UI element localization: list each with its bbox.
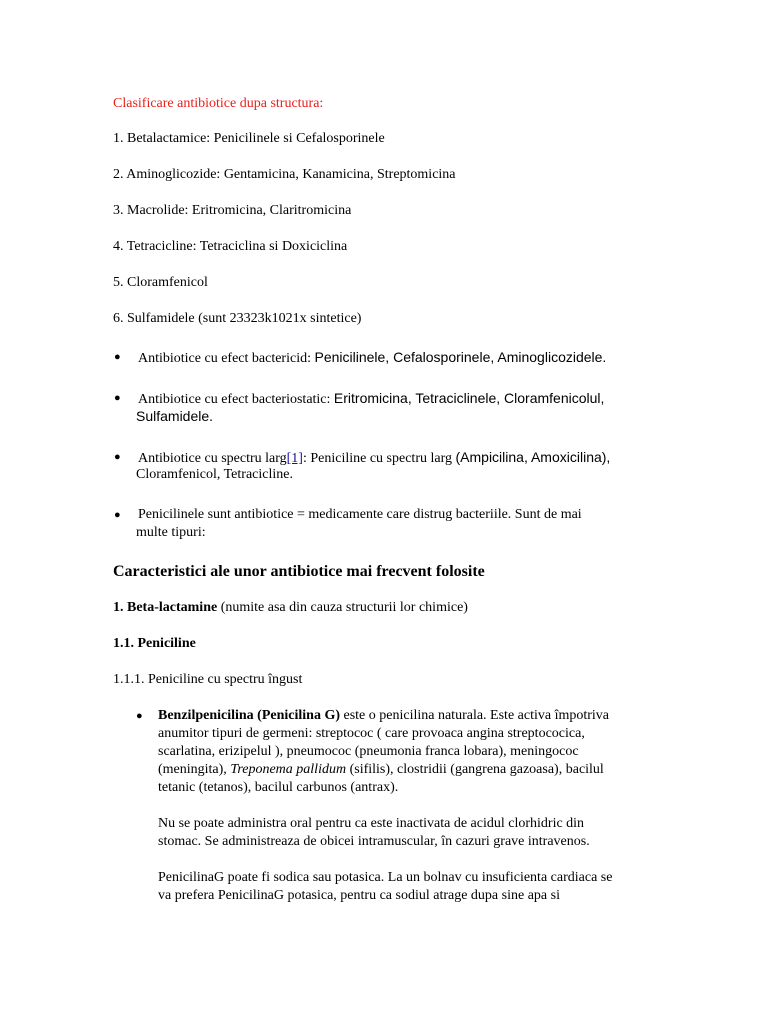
subsection-beta-lactamine-desc: (numite asa din cauza structurii lor chimice) xyxy=(217,600,468,615)
bullet-icon xyxy=(136,707,143,725)
benzil-line-4-pre: (meningita), xyxy=(158,762,231,777)
subsection-peniciline: 1.1. Peniciline xyxy=(113,636,196,651)
list-item-3: 3. Macrolide: Eritromicina, Claritromicina xyxy=(113,203,352,218)
bullet-penicilinele-cont: multe tipuri: xyxy=(136,525,206,540)
bullet-bacteriostatic-list-cont: Sulfamidele. xyxy=(136,408,214,424)
bullet-bactericid-label: Antibiotice cu efect bactericid: xyxy=(138,351,315,366)
benzil-line-4 xyxy=(158,761,604,779)
list-item-2: 2. Aminoglicozide: Gentamicina, Kanamicina, Streptomicina xyxy=(113,167,456,182)
subsection-spectru-ingust: 1.1.1. Peniciline cu spectru îngust xyxy=(113,672,303,687)
benzil-p3-line-1: PenicilinaG poate fi sodica sau potasica. La un bolnav cu insuficienta cardiaca se xyxy=(158,870,613,885)
bullet-spectru-larg-list: (Ampicilina, Amoxicilina), xyxy=(455,449,611,465)
bullet-penicilinele: Penicilinele sunt antibiotice = medicamente care distrug bacteriile. Sunt de mai xyxy=(138,507,582,522)
benzil-p2-line-1: Nu se poate administra oral pentru ca este inactivata de acidul clorhidric din xyxy=(158,816,585,831)
benzil-title: Benzilpenicilina (Penicilina G) xyxy=(158,708,340,723)
list-item-6: 6. Sulfamidele (sunt 23323k1021x sintetice) xyxy=(113,311,362,326)
benzil-line-1-text: este o penicilina naturala. Este activa împotriva xyxy=(340,708,610,723)
footnote-link[interactable]: [1] xyxy=(286,451,303,466)
benzil-line-1 xyxy=(158,707,609,725)
benzil-line-4-italic: Treponema pallidum xyxy=(230,762,347,777)
benzil-line-4-post: (sifilis), clostridii (gangrena gazoasa), bacilul xyxy=(346,762,604,777)
bullet-bactericid-list: Penicilinele, Cefalosporinele, Aminoglicozidele. xyxy=(314,349,607,365)
benzil-line-2: anumitor tipuri de germeni: streptococ ( care provoaca angina streptococica, xyxy=(158,726,585,741)
list-item-4: 4. Tetracicline: Tetraciclina si Doxiciclina xyxy=(113,239,348,254)
bullet-spectru-larg-mid: : Peniciline cu spectru larg xyxy=(302,451,456,466)
list-item-5: 5. Cloramfenicol xyxy=(113,275,208,290)
bullet-spectru-larg xyxy=(138,448,610,468)
benzil-line-3: scarlatina, erizipelul ), pneumococ (pneumonia franca lobara), meningococ xyxy=(158,744,579,759)
bullet-spectru-larg-cont: Cloramfenicol, Tetracicline. xyxy=(136,467,293,482)
benzil-p3-line-2: va prefera PenicilinaG potasica, pentru ca sodiul atrage dupa sine apa si xyxy=(158,888,560,903)
subsection-beta-lactamine xyxy=(113,599,468,617)
bullet-bactericid xyxy=(138,348,606,368)
bullet-bacteriostatic-label: Antibiotice cu efect bacteriostatic: xyxy=(138,392,334,407)
bullet-spectru-larg-label: Antibiotice cu spectru larg xyxy=(138,451,287,466)
bullet-bacteriostatic xyxy=(138,389,604,409)
bullet-icon xyxy=(114,348,121,366)
list-item-1: 1. Betalactamice: Penicilinele si Cefalosporinele xyxy=(113,131,385,146)
classification-heading: Clasificare antibiotice dupa structura: xyxy=(113,96,324,111)
subsection-beta-lactamine-title: 1. Beta-lactamine xyxy=(113,600,218,615)
bullet-icon xyxy=(114,389,121,407)
section-title: Caracteristici ale unor antibiotice mai frecvent folosite xyxy=(113,563,485,580)
benzil-p2-line-2: stomac. Se administreaza de obicei intramuscular, în cazuri grave intravenos. xyxy=(158,834,590,849)
bullet-bacteriostatic-list: Eritromicina, Tetraciclinele, Cloramfenicolul, xyxy=(333,390,605,406)
benzil-line-5: tetanic (tetanos), bacilul carbunos (antrax). xyxy=(158,780,399,795)
bullet-icon xyxy=(114,506,121,524)
bullet-icon xyxy=(114,448,121,466)
